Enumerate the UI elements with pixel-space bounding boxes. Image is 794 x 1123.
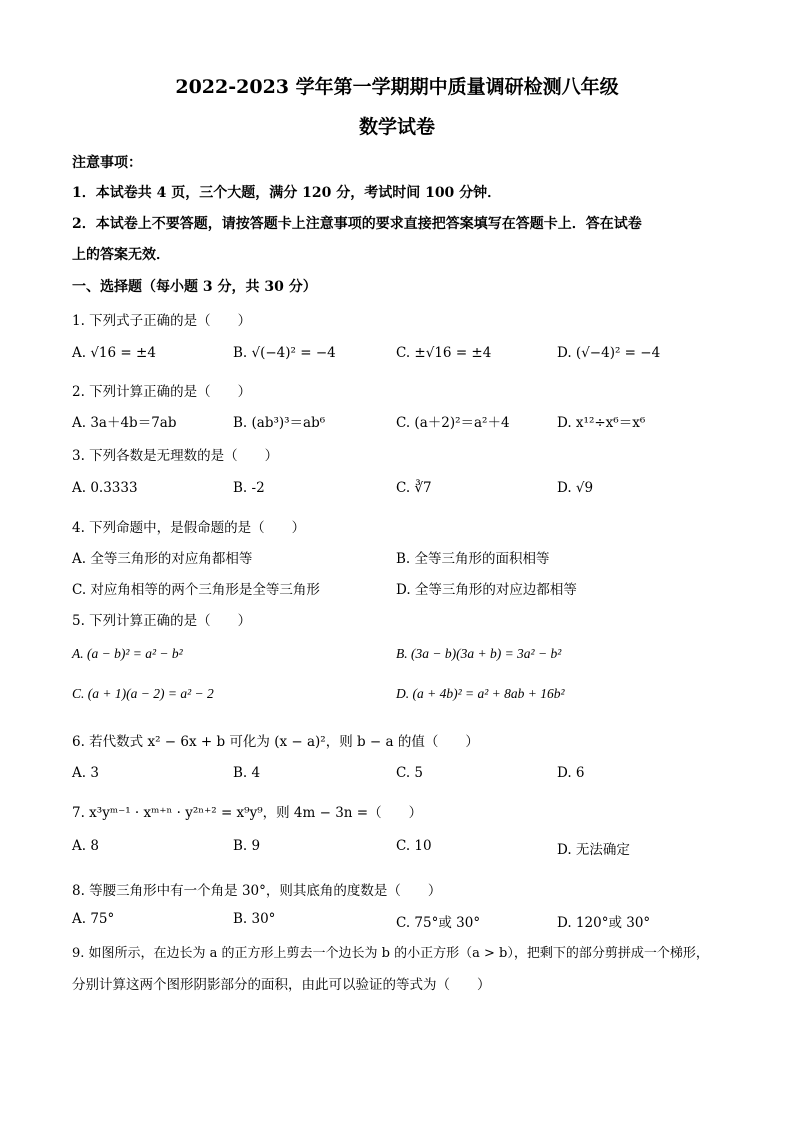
question-2-option-a: A. 3a＋4b＝7ab [72, 415, 177, 431]
question-7-option-d: D. 无法确定 [557, 842, 630, 858]
notice-item-1: 1．本试卷共 4 页，三个大题，满分 120 分，考试时间 100 分钟． [72, 185, 502, 201]
question-5-option-d: D. (a + 4b)² = a² + 8ab + 16b² [396, 686, 565, 701]
question-8-option-d: D. 120°或 30° [557, 915, 651, 931]
question-2-option-b: B. (ab³)³＝ab⁶ [233, 415, 326, 431]
question-4-option-c: C. 对应角相等的两个三角形是全等三角形 [72, 582, 320, 598]
question-8-option-a: A. 75° [72, 911, 115, 927]
question-7-option-a: A. 8 [72, 838, 99, 854]
question-5-option-a: A. (a − b)² = a² − b² [72, 646, 183, 661]
question-8-stem: 8. 等腰三角形中有一个角是 30°，则其底角的度数是（ ） [72, 883, 442, 899]
question-7-option-b: B. 9 [233, 838, 261, 854]
question-5-option-b: B. (3a − b)(3a + b) = 3a² − b² [396, 646, 562, 661]
notice-heading: 注意事项： [72, 155, 142, 171]
question-9-stem-line-2: 分别计算这两个图形阴影部分的面积，由此可以验证的等式为（ ） [72, 977, 491, 993]
question-4-option-b: B. 全等三角形的面积相等 [396, 551, 550, 567]
question-2-stem: 2. 下列计算正确的是（ ） [72, 384, 252, 400]
question-3-option-d: D. √9 [557, 480, 594, 496]
question-6-option-c: C. 5 [396, 765, 424, 781]
section-heading: 一、选择题（每小题 3 分，共 30 分） [72, 279, 317, 295]
question-6-option-d: D. 6 [557, 765, 585, 781]
question-3-stem: 3. 下列各数是无理数的是（ ） [72, 448, 279, 464]
question-4-option-d: D. 全等三角形的对应边都相等 [396, 582, 577, 598]
notice-item-2-line-2: 上的答案无效． [72, 247, 170, 263]
page-subtitle: 数学试卷 [358, 116, 435, 138]
question-6-option-b: B. 4 [233, 765, 261, 781]
question-7-stem: 7. x³yᵐ⁻¹ · xᵐ⁺ⁿ · y²ⁿ⁺² = x⁹y⁹，则 4m − 3n =（ ） [72, 805, 423, 821]
question-2-option-c: C. (a＋2)²＝a²＋4 [396, 415, 510, 431]
question-1-option-b: B. √(−4)² = −4 [233, 345, 336, 361]
question-3-option-c: C. ∛7 [396, 480, 432, 496]
question-6-option-a: A. 3 [72, 765, 99, 781]
question-8-option-c: C. 75°或 30° [396, 915, 481, 931]
question-5-stem: 5. 下列计算正确的是（ ） [72, 613, 252, 629]
question-8-option-b: B. 30° [233, 911, 276, 927]
question-3-option-a: A. 0.3333 [72, 480, 138, 496]
question-1-stem: 1. 下列式子正确的是（ ） [72, 313, 252, 329]
question-9-stem-line-1: 9. 如图所示，在边长为 a 的正方形上剪去一个边长为 b 的小正方形（a > b），把剩下的部分剪拼成一个梯形， [72, 946, 709, 961]
question-5-option-c: C. (a + 1)(a − 2) = a² − 2 [72, 686, 214, 701]
question-1-option-c: C. ±√16 = ±4 [396, 345, 492, 361]
question-2-option-d: D. x¹²÷x⁶＝x⁶ [557, 415, 646, 431]
question-1-option-a: A. √16 = ±4 [72, 345, 156, 361]
question-4-option-a: A. 全等三角形的对应角都相等 [72, 551, 253, 567]
question-6-stem: 6. 若代数式 x² − 6x + b 可化为 (x − a)²，则 b − a 的值（ ） [72, 734, 479, 750]
page-title: 2022-2023 学年第一学期期中质量调研检测八年级 [175, 76, 619, 98]
question-3-option-b: B. -2 [233, 480, 265, 496]
question-7-option-c: C. 10 [396, 838, 432, 854]
notice-item-2-line-1: 2．本试卷上不要答题，请按答题卡上注意事项的要求直接把答案填写在答题卡上．答在试卷 [72, 216, 642, 232]
question-4-stem: 4. 下列命题中，是假命题的是（ ） [72, 520, 306, 536]
question-1-option-d: D. (√−4)² = −4 [557, 345, 661, 361]
